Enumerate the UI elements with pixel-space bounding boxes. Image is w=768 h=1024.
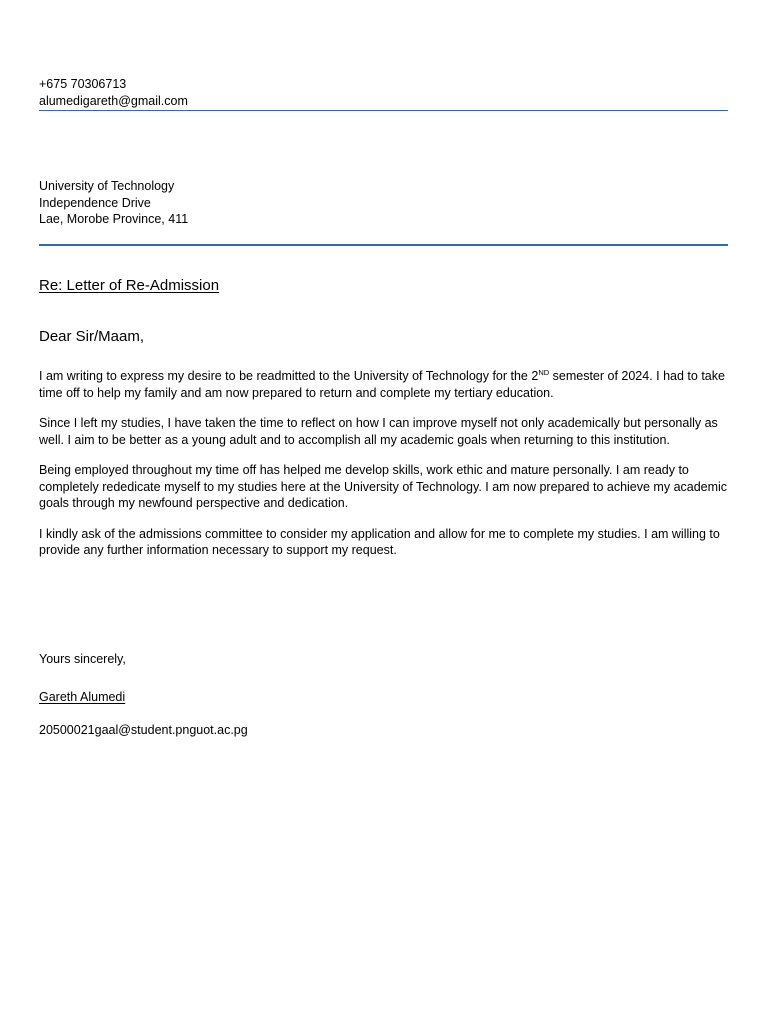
paragraph-1-start: I am writing to express my desire to be readmitted to the University of Technology for the 2 bbox=[39, 369, 539, 383]
ordinal-superscript: ND bbox=[538, 367, 550, 377]
recipient-address-block bbox=[39, 178, 188, 228]
body-paragraph-1 bbox=[39, 368, 728, 401]
signature-name: Gareth Alumedi bbox=[39, 690, 126, 704]
sender-email: alumedigareth@gmail.com bbox=[39, 93, 188, 108]
recipient-line-1: University of Technology bbox=[39, 179, 175, 193]
header-divider bbox=[39, 110, 728, 111]
letter-subject: Re: Letter of Re-Admission bbox=[39, 277, 220, 294]
student-email: 20500021gaal@student.pnguot.ac.pg bbox=[39, 723, 248, 737]
letter-closing: Yours sincerely, bbox=[39, 652, 126, 666]
letter-body bbox=[39, 368, 728, 573]
body-paragraph-4: I kindly ask of the admissions committee to consider my application and allow for me to complete my studies. I am willing to provide any further information necessary to support my request. bbox=[39, 526, 720, 557]
sender-contact-block bbox=[39, 76, 188, 109]
recipient-line-2: Independence Drive bbox=[39, 195, 151, 210]
sender-phone: +675 70306713 bbox=[39, 77, 127, 91]
paragraph-1-end: semester of 2024. I had to take time off to help my family and am now prepared to return and complete my tertiary education. bbox=[39, 369, 725, 400]
address-divider bbox=[39, 244, 728, 246]
letter-salutation: Dear Sir/Maam, bbox=[39, 328, 145, 345]
body-paragraph-2: Since I left my studies, I have taken the time to reflect on how I can improve myself not only academically but personally as well. I aim to be better as a young adult and to accomplish all my academic goals when returning to this institution. bbox=[39, 416, 718, 447]
body-paragraph-3: Being employed throughout my time off has helped me develop skills, work ethic and mature personally. I am ready to completely rededicate myself to my studies here at the University of Technology. I am now prepared to achieve my academic goals through my newfound perspective and dedication. bbox=[39, 463, 728, 510]
recipient-line-3: Lae, Morobe Province, 411 bbox=[39, 212, 189, 226]
